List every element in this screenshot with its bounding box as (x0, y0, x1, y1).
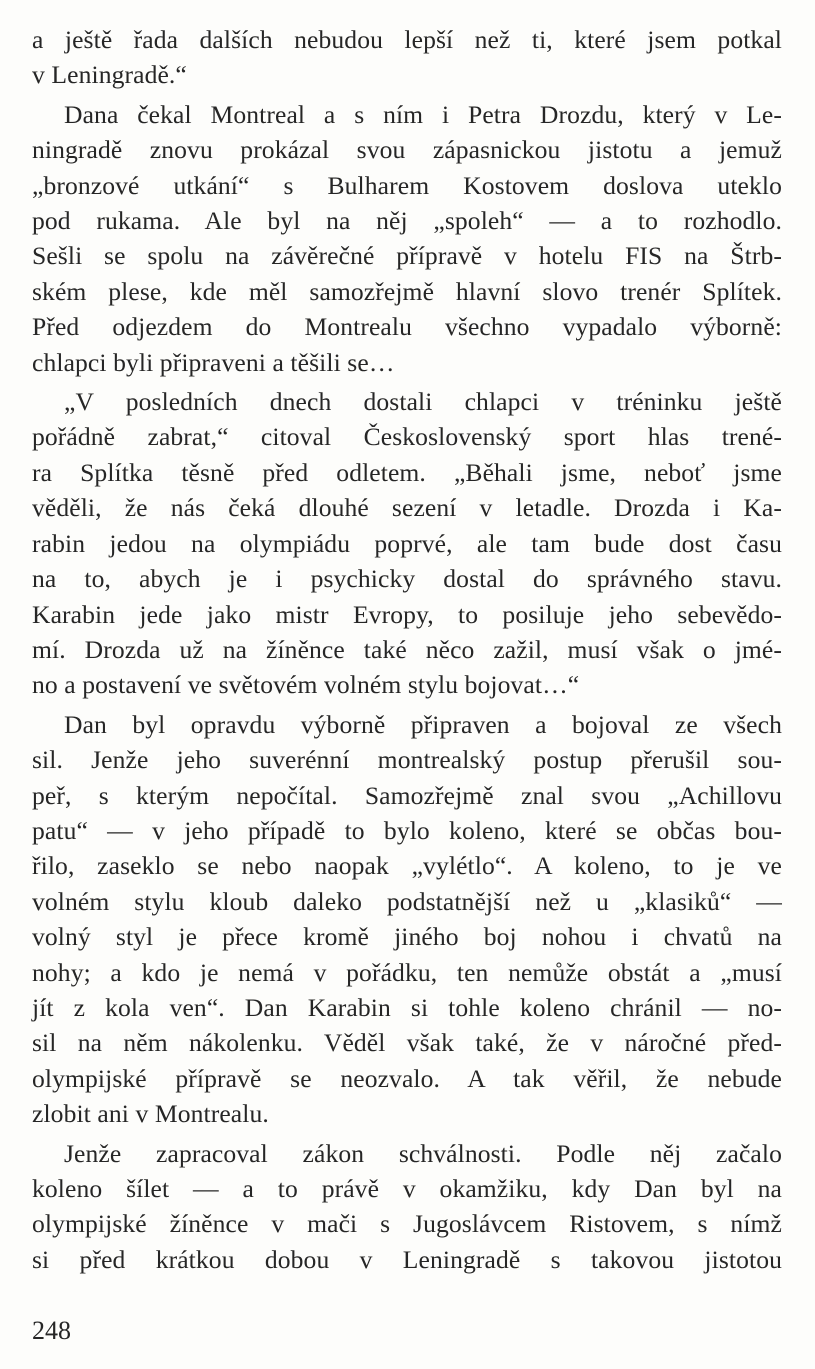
text-line: sil na něm nákolenku. Věděl však také, že v náročné před- (32, 1028, 782, 1058)
text-line: volném stylu kloub daleko podstatnější než u „klasiků“ — (32, 886, 782, 916)
text-line: Karabin jede jako mistr Evropy, to posiluje jeho sebevědo- (32, 599, 782, 629)
text-line: a ještě řada dalších nebudou lepší než ti, které jsem potkal (32, 25, 782, 54)
text-line: koleno šílet — a to právě v okamžiku, kdy Dan byl na (32, 1174, 782, 1203)
paragraph (32, 1136, 782, 1278)
text-line: chlapci byli připraveni a těšili se… (32, 347, 395, 377)
text-line: pořádně zabrat,“ citoval Československý sport hlas trené- (32, 422, 782, 452)
text-line: volný styl je přece kromě jiného boj nohou i chvatů na (32, 922, 782, 952)
text-line: patu“ — v jeho případě to bylo koleno, které se občas bou- (32, 815, 782, 845)
text-line: v Leningradě.“ (32, 60, 187, 90)
paragraph (32, 707, 782, 1132)
text-line: „bronzové utkání“ s Bulharem Kostovem doslova uteklo (32, 170, 782, 200)
text-line: si před krátkou dobou v Leningradě s takovou jistotou (32, 1244, 782, 1274)
text-line: peř, s kterým nepočítal. Samozřejmě znal svou „Achillovu (32, 780, 782, 810)
text-line: řilo, zaseklo se nebo naopak „vylétlo“. A koleno, to je ve (32, 851, 782, 881)
text-line: ningradě znovu prokázal svou zápasnickou jistotu a jemuž (32, 135, 782, 165)
page-number: 248 (32, 1316, 71, 1345)
text-line: věděli, že nás čeká dlouhé sezení v letadle. Drozda i Ka- (32, 493, 782, 523)
text-line: „V posledních dnech dostali chlapci v tréninku ještě (64, 387, 782, 417)
body-text (32, 22, 782, 1281)
text-line: Sešli se spolu na závěrečné přípravě v hotelu FIS na Štrb- (32, 241, 782, 271)
text-line: Před odjezdem do Montrealu všechno vypadalo výborně: (32, 312, 782, 342)
paragraph (32, 97, 782, 380)
text-line: olympijské žíněnce v mači s Jugoslávcem Ristovem, s nímž (32, 1209, 782, 1239)
text-line: jít z kola ven“. Dan Karabin si tohle koleno chránil — no- (32, 992, 782, 1022)
paragraph (32, 384, 782, 703)
text-line: Jenže zapracoval zákon schválnosti. Podle něj začalo (64, 1138, 782, 1168)
paragraph (32, 22, 782, 93)
text-line: mí. Drozda už na žíněnce také něco zažil, musí však o jmé- (32, 634, 782, 664)
text-line: Dana čekal Montreal a s ním i Petra Drozdu, který v Le- (64, 99, 782, 129)
text-line: sil. Jenže jeho suverénní montrealský postup přerušil sou- (32, 745, 782, 775)
text-line: olympijské přípravě se neozvalo. A tak věřil, že nebude (32, 1063, 782, 1093)
text-line: na to, abych je i psychicky dostal do správného stavu. (32, 564, 782, 594)
text-line: pod rukama. Ale byl na něj „spoleh“ — a to rozhodlo. (32, 206, 782, 236)
text-line: rabin jedou na olympiádu poprvé, ale tam bude dost času (32, 528, 782, 558)
text-line: nohy; a kdo je nemá v pořádku, ten nemůže obstát a „musí (32, 957, 782, 987)
text-line: ra Splítka těsně před odletem. „Běhali jsme, neboť jsme (32, 457, 782, 487)
text-line: zlobit ani v Montrealu. (32, 1099, 269, 1129)
text-line: Dan byl opravdu výborně připraven a bojoval ze všech (64, 709, 782, 739)
text-line: ském plese, kde měl samozřejmě hlavní slovo trenér Splítek. (32, 276, 782, 306)
text-line: no a postavení ve světovém volném stylu bojovat…“ (32, 670, 580, 700)
